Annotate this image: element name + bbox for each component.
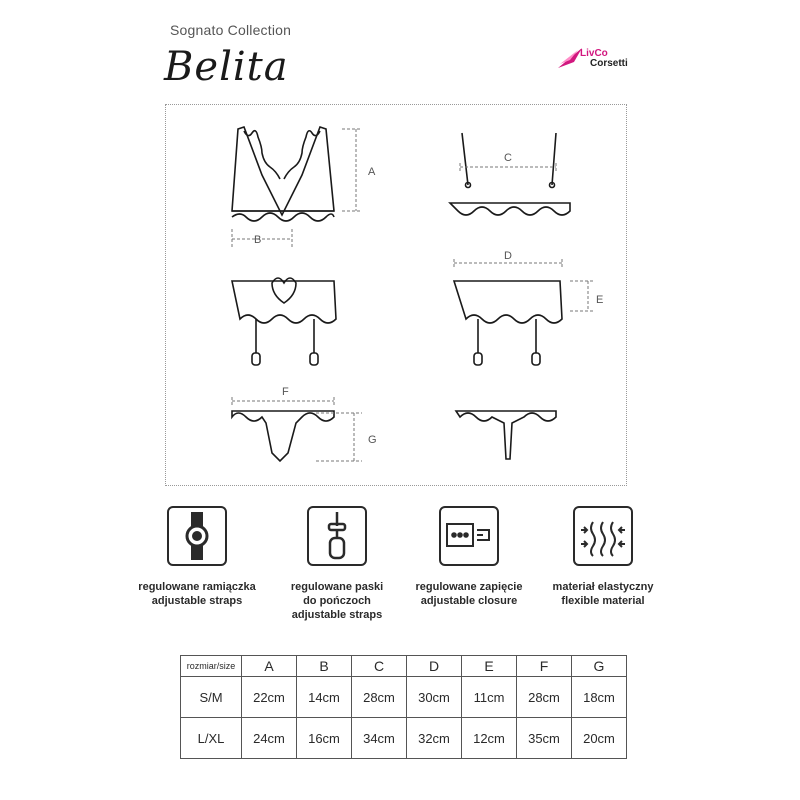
adjustable-straps-icon <box>167 506 227 566</box>
thong-front-drawing <box>232 411 334 461</box>
measure-label-a: A <box>368 166 376 178</box>
column-header: E <box>462 656 517 677</box>
feature-label-pl: regulowane ramiączka <box>138 581 256 593</box>
model-name: Belita <box>164 44 289 90</box>
measure-cell: 34cm <box>352 718 407 759</box>
measure-cell: 28cm <box>352 677 407 718</box>
measurement-diagram <box>165 104 627 486</box>
stretch-material-icon <box>573 506 633 566</box>
measure-cell: 18cm <box>572 677 627 718</box>
feature-label-en: adjustable straps <box>151 595 243 607</box>
measure-label-b: B <box>254 234 262 246</box>
size-cell: L/XL <box>181 718 242 759</box>
measure-label-c: C <box>504 152 512 164</box>
column-header: D <box>407 656 462 677</box>
measure-cell: 20cm <box>572 718 627 759</box>
feature-label-en: adjustable straps <box>291 609 383 621</box>
size-cell: S/M <box>181 677 242 718</box>
feature-label-pl: materiał elastyczny <box>552 581 654 593</box>
feature-label-en: flexible material <box>561 595 645 607</box>
measure-cell: 28cm <box>517 677 572 718</box>
bra-front-drawing <box>232 127 334 221</box>
garter-clip-icon <box>307 506 367 566</box>
table-row <box>181 677 627 718</box>
garter-back-drawing <box>454 281 562 365</box>
hook-closure-icon <box>439 506 499 566</box>
column-header: F <box>517 656 572 677</box>
feature-adjustable-straps <box>117 506 277 608</box>
size-table-corner: rozmiar/size <box>181 656 242 677</box>
measure-cell: 35cm <box>517 718 572 759</box>
column-header: B <box>297 656 352 677</box>
measure-cell: 32cm <box>407 718 462 759</box>
measure-cell: 22cm <box>242 677 297 718</box>
feature-label-pl: regulowane paski <box>290 581 384 593</box>
thong-back-drawing <box>456 411 556 459</box>
brand-logo <box>556 38 626 78</box>
feature-flexible-material <box>523 506 683 608</box>
feature-label-pl: regulowane zapięcie <box>415 581 523 593</box>
feature-label-en: adjustable closure <box>420 595 518 607</box>
column-header: C <box>352 656 407 677</box>
measure-label-f: F <box>282 386 289 398</box>
brand-line-1: LivCo <box>580 48 608 59</box>
collection-name: Sognato Collection <box>170 22 292 38</box>
measure-label-d: D <box>504 250 512 262</box>
feature-label-pl-2: do pończoch <box>303 595 371 607</box>
size-table-header <box>181 656 627 677</box>
measure-cell: 16cm <box>297 718 352 759</box>
measure-cell: 12cm <box>462 718 517 759</box>
measure-cell: 11cm <box>462 677 517 718</box>
garment-drawings <box>166 105 628 487</box>
measure-cell: 14cm <box>297 677 352 718</box>
brand-line-2: Corsetti <box>590 58 628 69</box>
size-table <box>180 655 627 759</box>
measure-cell: 24cm <box>242 718 297 759</box>
garter-front-drawing <box>232 278 336 365</box>
table-row <box>181 718 627 759</box>
measure-label-e: E <box>596 294 604 306</box>
bra-back-drawing <box>450 133 570 215</box>
measure-cell: 30cm <box>407 677 462 718</box>
column-header: G <box>572 656 627 677</box>
measure-label-g: G <box>368 434 377 446</box>
column-header: A <box>242 656 297 677</box>
